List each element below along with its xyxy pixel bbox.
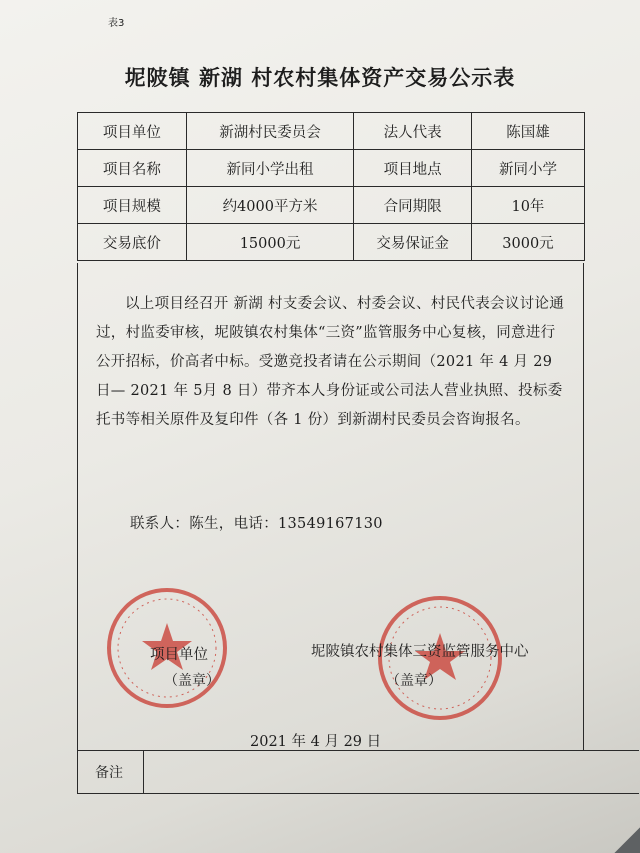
table-cell: 约4000平方米 [186, 187, 353, 224]
table-cell: 陈国雄 [471, 113, 584, 150]
table-cell: 3000元 [471, 224, 584, 261]
service-center-label: 坭陂镇农村集体三资监管服务中心 [311, 644, 529, 660]
table-cell: 项目地点 [354, 150, 472, 187]
table-cell: 新同小学出租 [186, 150, 353, 187]
form-number: 表3 [108, 18, 125, 29]
remark-row [77, 750, 639, 794]
table-cell: 交易底价 [78, 224, 187, 261]
issue-date: 2021 年 4 月 29 日 [250, 734, 382, 750]
remark-label: 备注 [95, 765, 123, 781]
table-cell: 法人代表 [354, 113, 472, 150]
project-unit-seal-label: （盖章） [164, 673, 220, 689]
table-row [78, 187, 585, 224]
table-cell: 合同期限 [354, 187, 472, 224]
table-cell: 15000元 [186, 224, 353, 261]
project-info-table [77, 112, 585, 261]
table-cell: 项目规模 [78, 187, 187, 224]
notice-paragraph: 以上项目经召开 新湖 村支委会议、村委会议、村民代表会议讨论通过，村监委审核，坭陂镇农村集体“三资”监管服务中心复核，同意进行公开招标，价高者中标。受邀竞投者请在公示期间（2021 年 4 月 29日— 2021 年 5月 8 日）带齐本人身份证或公司法人营业执照、投标委托书等相关原件及复印件（各 1 份）到新湖村民委员会咨询报名。 [96, 296, 565, 428]
table-cell: 10年 [471, 187, 584, 224]
table-cell: 新同小学 [471, 150, 584, 187]
project-unit-label: 项目单位 [150, 647, 208, 663]
table-cell: 新湖村民委员会 [186, 113, 353, 150]
table-cell: 交易保证金 [354, 224, 472, 261]
table-cell: 项目名称 [78, 150, 187, 187]
table-row [78, 150, 585, 187]
contact-line: 联系人：陈生，电话：13549167130 [130, 516, 383, 532]
table-row [78, 224, 585, 261]
page-title: 坭陂镇 新湖 村农村集体资产交易公示表 [124, 65, 516, 90]
table-cell: 项目单位 [78, 113, 187, 150]
service-center-seal-label: （盖章） [386, 673, 442, 689]
table-row [78, 113, 585, 150]
